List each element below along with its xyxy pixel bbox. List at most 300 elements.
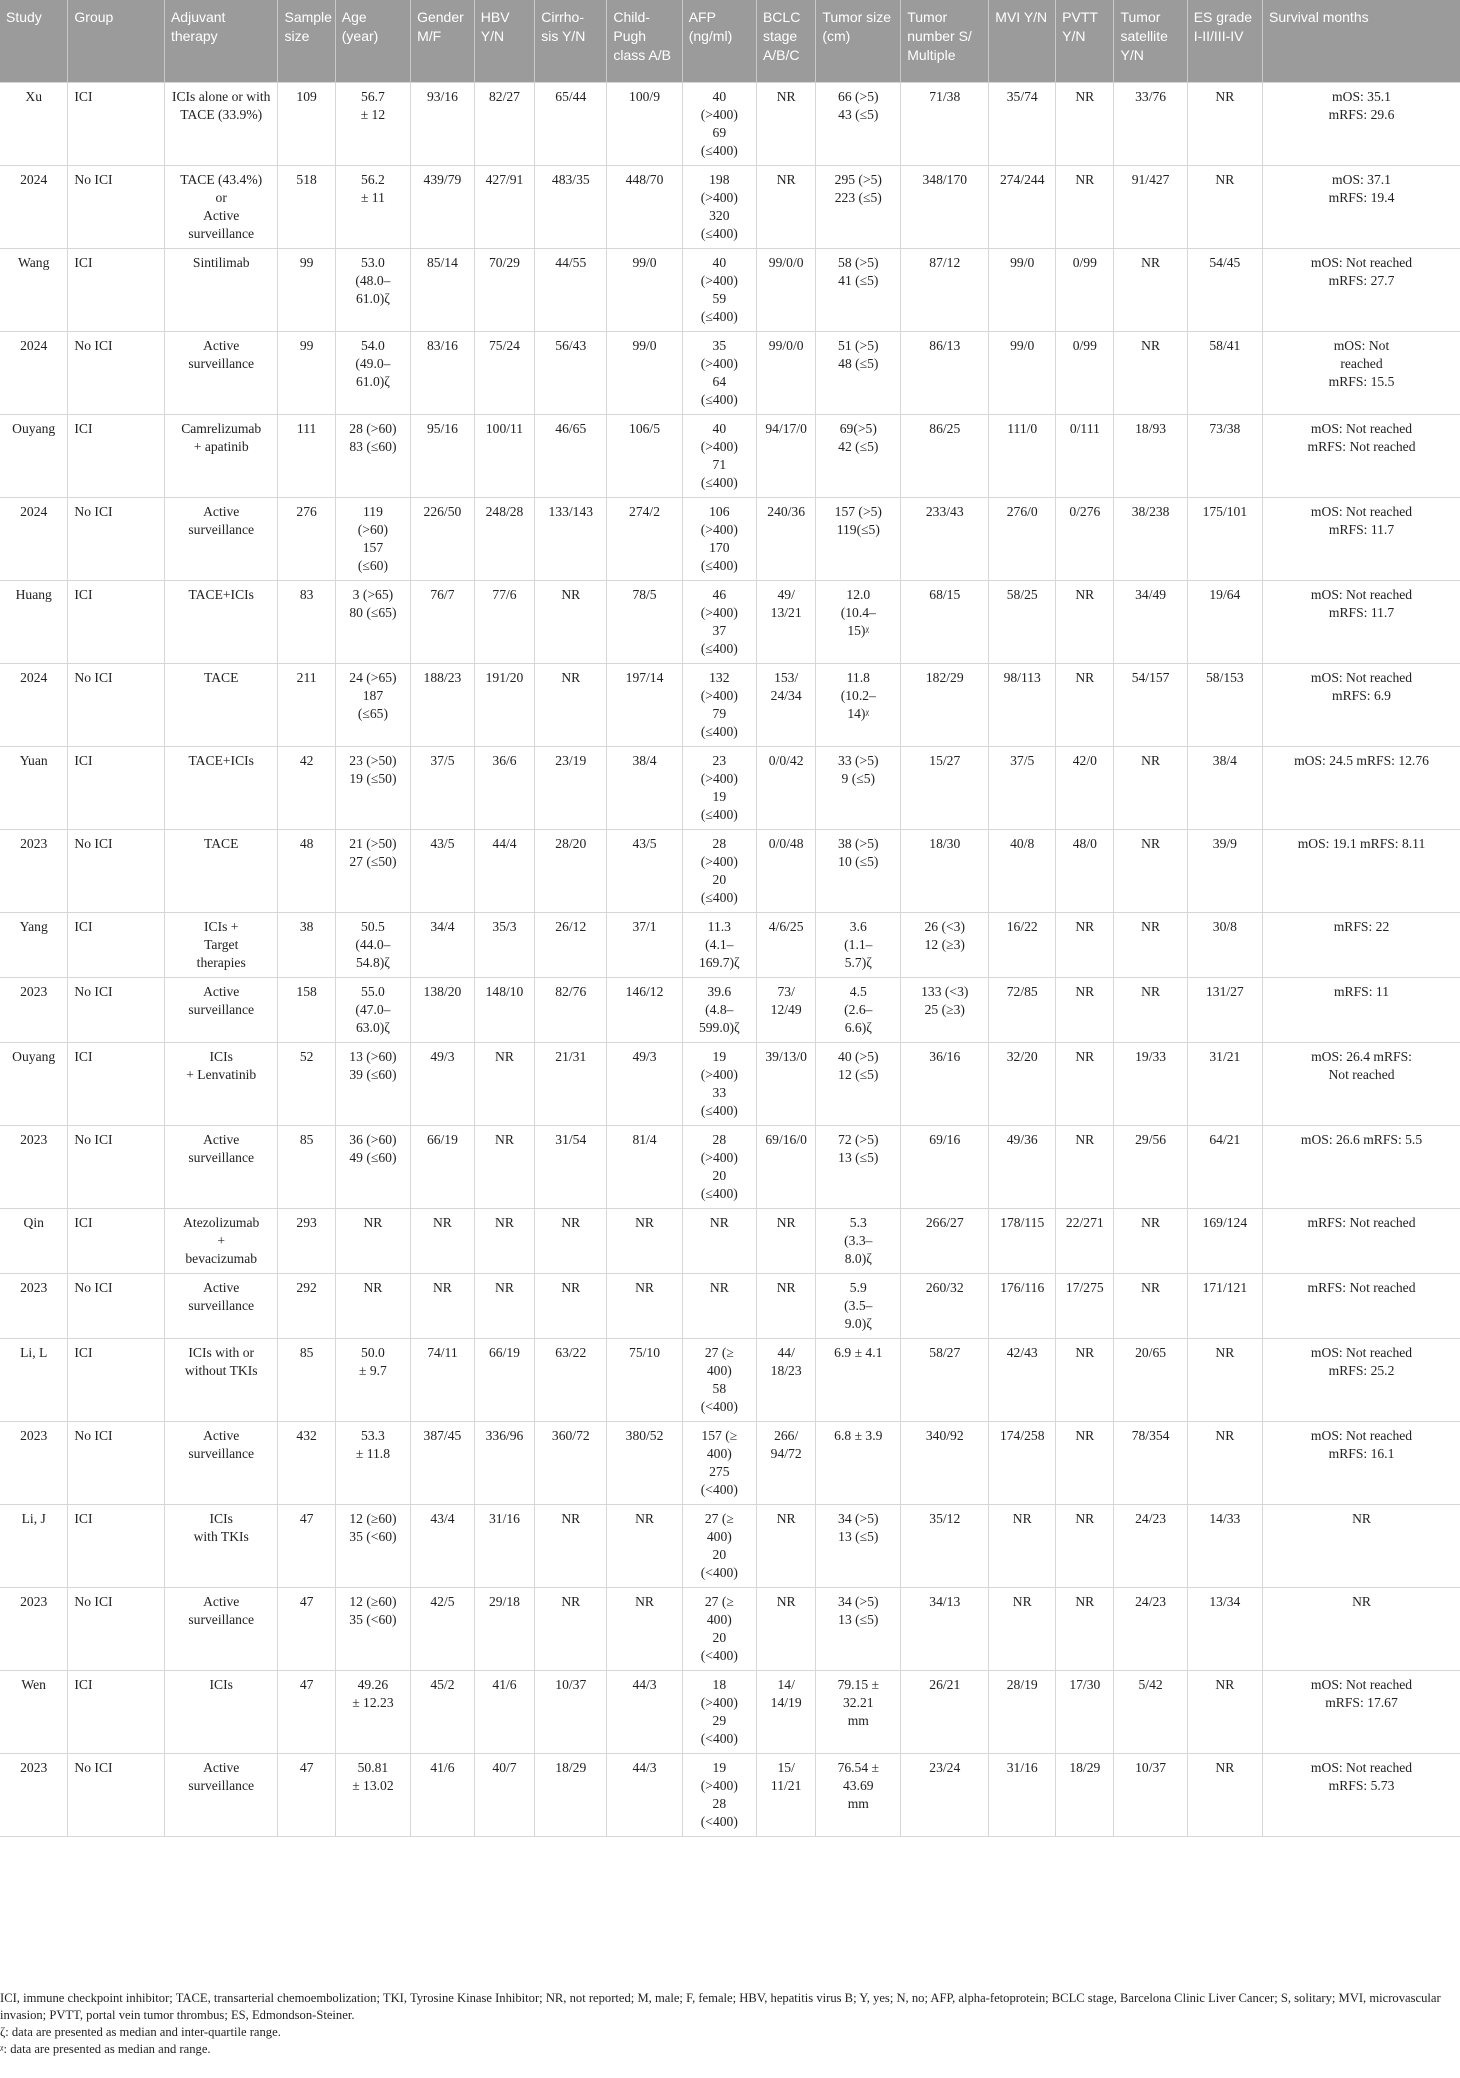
cell-text: 58/27 xyxy=(929,1344,961,1360)
cell-text: 40 (>5) 12 (≤5) xyxy=(838,1048,879,1082)
cell-text: 100/9 xyxy=(629,88,660,104)
cell-text: 64/21 xyxy=(1209,1131,1241,1147)
cell-text: 40 (>400) 69 (≤400) xyxy=(700,88,738,158)
cell-text: 31/54 xyxy=(555,1131,587,1147)
table-cell xyxy=(1056,829,1114,912)
table-cell xyxy=(756,912,815,977)
table-cell xyxy=(68,1208,165,1273)
cell-text: NR xyxy=(561,669,581,685)
table-cell xyxy=(607,497,682,580)
cell-text: 380/52 xyxy=(625,1427,664,1443)
table-cell xyxy=(0,248,68,331)
cell-text: Active surveillance xyxy=(188,983,255,1017)
table-cell xyxy=(816,1504,901,1587)
table-cell xyxy=(682,414,756,497)
table-cell xyxy=(816,977,901,1042)
table-cell xyxy=(989,1753,1056,1836)
table-cell xyxy=(901,663,989,746)
table-cell xyxy=(989,977,1056,1042)
table-cell xyxy=(474,580,534,663)
cell-text: 0/99 xyxy=(1072,337,1097,353)
cell-text: 36/16 xyxy=(929,1048,961,1064)
table-cell xyxy=(68,1587,165,1670)
cell-text: 17/30 xyxy=(1069,1676,1101,1692)
table-cell xyxy=(164,580,278,663)
cell-text: ICI xyxy=(74,1048,93,1064)
table-cell xyxy=(335,165,410,248)
cell-text: NR xyxy=(635,1593,654,1609)
cell-text: NR xyxy=(1075,1593,1095,1609)
table-cell xyxy=(607,912,682,977)
table-cell xyxy=(756,580,815,663)
table-header xyxy=(0,0,1460,82)
cell-text: NR xyxy=(1075,88,1095,104)
table-cell xyxy=(989,663,1056,746)
table-cell xyxy=(682,663,756,746)
cell-text: 3 (>65) 80 (≤65) xyxy=(349,586,397,620)
table-cell xyxy=(816,1753,901,1836)
table-cell xyxy=(1263,1670,1460,1753)
cell-text: 23 (>50) 19 (≤50) xyxy=(349,752,397,786)
table-cell xyxy=(335,1421,410,1504)
table-cell xyxy=(1263,1273,1460,1338)
table-cell xyxy=(1187,82,1262,165)
table-cell xyxy=(607,1125,682,1208)
table-cell xyxy=(1263,414,1460,497)
table-cell xyxy=(335,1670,410,1753)
table-cell xyxy=(901,829,989,912)
table-row xyxy=(0,1338,1460,1421)
table-cell xyxy=(0,1208,68,1273)
table-cell xyxy=(816,1042,901,1125)
cell-text: 47 xyxy=(299,1676,314,1692)
cell-text: 70/29 xyxy=(489,254,520,270)
table-cell xyxy=(68,977,165,1042)
table-cell xyxy=(535,912,607,977)
cell-text: NR xyxy=(1141,983,1161,999)
table-cell xyxy=(682,82,756,165)
cell-text: 42 xyxy=(299,752,314,768)
table-cell xyxy=(682,1670,756,1753)
cell-text: 2023 xyxy=(20,1759,48,1775)
cell-text: 53.0 (48.0– 61.0)ζ xyxy=(355,254,391,306)
table-cell xyxy=(1114,1753,1187,1836)
table-row xyxy=(0,331,1460,414)
cell-text: NR xyxy=(1141,752,1161,768)
table-cell xyxy=(164,1753,278,1836)
cell-text: 18/29 xyxy=(1069,1759,1101,1775)
cell-text: 260/32 xyxy=(925,1279,964,1295)
table-cell xyxy=(682,248,756,331)
cell-text: Yuan xyxy=(19,752,48,768)
table-cell xyxy=(535,1504,607,1587)
table-cell xyxy=(474,1670,534,1753)
table-cell xyxy=(756,331,815,414)
cell-text: 49/36 xyxy=(1006,1131,1038,1147)
column-header: Adjuvant therapy xyxy=(164,0,278,82)
table-cell xyxy=(682,331,756,414)
cell-text: 63/22 xyxy=(555,1344,587,1360)
table-cell xyxy=(411,1504,475,1587)
table-cell xyxy=(68,1504,165,1587)
cell-text: 47 xyxy=(299,1510,314,1526)
table-cell xyxy=(901,331,989,414)
cell-text: 81/4 xyxy=(632,1131,657,1147)
table-cell xyxy=(68,912,165,977)
table-cell xyxy=(1187,1421,1262,1504)
table-cell xyxy=(607,1670,682,1753)
table-cell xyxy=(756,1273,815,1338)
table-cell xyxy=(816,1421,901,1504)
cell-text: NR xyxy=(1075,1131,1095,1147)
table-cell xyxy=(1114,1504,1187,1587)
cell-text: Active surveillance xyxy=(188,1593,255,1627)
table-cell xyxy=(816,165,901,248)
table-cell xyxy=(1187,331,1262,414)
cell-text: ICIs xyxy=(209,1676,233,1692)
table-row xyxy=(0,1273,1460,1338)
cell-text: 99/0/0 xyxy=(768,254,804,270)
cell-text: 50.5 (44.0– 54.8)ζ xyxy=(355,918,391,970)
table-cell xyxy=(164,1338,278,1421)
table-body xyxy=(0,82,1460,1836)
cell-text: 153/ 24/34 xyxy=(770,669,802,703)
table-cell xyxy=(816,829,901,912)
cell-text: NR xyxy=(1075,1427,1095,1443)
cell-text: 13 (>60) 39 (≤60) xyxy=(349,1048,397,1082)
cell-text: 83/16 xyxy=(426,337,458,353)
cell-text: Active surveillance xyxy=(188,1279,255,1313)
table-cell xyxy=(535,977,607,1042)
table-cell xyxy=(0,1504,68,1587)
cell-text: 0/99 xyxy=(1072,254,1097,270)
table-cell xyxy=(756,82,815,165)
table-cell xyxy=(68,497,165,580)
table-cell xyxy=(901,1273,989,1338)
cell-text: 66 (>5) 43 (≤5) xyxy=(838,88,879,122)
cell-text: 18 (>400) 29 (<400) xyxy=(700,1676,738,1746)
cell-text: TACE xyxy=(204,835,239,851)
cell-text: ICIs + Target therapies xyxy=(196,918,246,970)
table-cell xyxy=(411,1753,475,1836)
cell-text: 72/85 xyxy=(1006,983,1038,999)
table-cell xyxy=(607,82,682,165)
cell-text: 36 (>60) 49 (≤60) xyxy=(349,1131,397,1165)
table-cell xyxy=(0,1670,68,1753)
cell-text: 4/6/25 xyxy=(768,918,804,934)
table-cell xyxy=(0,1042,68,1125)
table-cell xyxy=(1263,1338,1460,1421)
table-cell xyxy=(1187,1042,1262,1125)
table-cell xyxy=(756,1042,815,1125)
table-cell xyxy=(607,663,682,746)
cell-text: 132 (>400) 79 (≤400) xyxy=(700,669,738,739)
table-cell xyxy=(1114,497,1187,580)
table-cell xyxy=(1187,1208,1262,1273)
table-row xyxy=(0,912,1460,977)
cell-text: 106/5 xyxy=(629,420,660,436)
table-cell xyxy=(278,82,335,165)
cell-text: 24/23 xyxy=(1135,1510,1167,1526)
table-cell xyxy=(474,1504,534,1587)
table-cell xyxy=(607,248,682,331)
table-cell xyxy=(411,1208,475,1273)
cell-text: 293 xyxy=(296,1214,317,1230)
table-cell xyxy=(164,82,278,165)
cell-text: 56.2 ± 11 xyxy=(360,171,385,205)
table-cell xyxy=(335,746,410,829)
table-cell xyxy=(474,663,534,746)
table-cell xyxy=(682,1273,756,1338)
cell-text: NR xyxy=(561,1279,581,1295)
footnote-line: ζ: data are presented as median and inter-quartile range. xyxy=(0,2025,281,2039)
cell-text: 20/65 xyxy=(1135,1344,1167,1360)
cell-text: 29/18 xyxy=(489,1593,520,1609)
table-cell xyxy=(0,977,68,1042)
cell-text: 2023 xyxy=(20,983,48,999)
cell-text: 85 xyxy=(299,1344,314,1360)
table-cell xyxy=(164,829,278,912)
cell-text: 39.6 (4.8– 599.0)ζ xyxy=(698,983,740,1035)
table-cell xyxy=(535,497,607,580)
cell-text: No ICI xyxy=(74,337,113,353)
table-cell xyxy=(335,1208,410,1273)
cell-text: NR xyxy=(1075,1510,1095,1526)
table-cell xyxy=(0,1338,68,1421)
table-cell xyxy=(1187,1753,1262,1836)
table-cell xyxy=(756,1208,815,1273)
cell-text: NR xyxy=(1215,1676,1235,1692)
cell-text: 45/2 xyxy=(430,1676,455,1692)
cell-text: 34 (>5) 13 (≤5) xyxy=(838,1593,879,1627)
table-cell xyxy=(816,1338,901,1421)
cell-text: 18/30 xyxy=(929,835,961,851)
cell-text: 448/70 xyxy=(625,171,664,187)
cell-text: NR xyxy=(635,1214,654,1230)
table-cell xyxy=(278,1753,335,1836)
table-cell xyxy=(1114,248,1187,331)
cell-text: 17/275 xyxy=(1065,1279,1104,1295)
cell-text: 119 (>60) 157 (≤60) xyxy=(357,503,389,573)
cell-text: 28 (>60) 83 (≤60) xyxy=(349,420,397,454)
cell-text: mOS: 37.1 mRFS: 19.4 xyxy=(1328,171,1395,205)
table-cell xyxy=(607,1587,682,1670)
table-cell xyxy=(1056,1338,1114,1421)
table-cell xyxy=(474,331,534,414)
table-cell xyxy=(756,829,815,912)
table-cell xyxy=(278,165,335,248)
cell-text: 274/2 xyxy=(629,503,660,519)
cell-text: 518 xyxy=(296,171,317,187)
cell-text: 10/37 xyxy=(555,1676,587,1692)
table-cell xyxy=(474,1273,534,1338)
cell-text: 95/16 xyxy=(426,420,458,436)
cell-text: 56.7 ± 12 xyxy=(360,88,386,122)
table-cell xyxy=(989,331,1056,414)
table-cell xyxy=(756,165,815,248)
cell-text: 2023 xyxy=(20,1279,48,1295)
cell-text: ICIs alone or with TACE (33.9%) xyxy=(171,88,271,122)
table-cell xyxy=(278,331,335,414)
cell-text: 43/5 xyxy=(632,835,657,851)
cell-text: 85/14 xyxy=(426,254,458,270)
table-cell xyxy=(1187,1670,1262,1753)
table-cell xyxy=(278,1208,335,1273)
table-cell xyxy=(411,1587,475,1670)
cell-text: 42/5 xyxy=(430,1593,455,1609)
cell-text: No ICI xyxy=(74,1759,113,1775)
cell-text: 69/16 xyxy=(929,1131,961,1147)
table-cell xyxy=(474,1421,534,1504)
cell-text: 49/3 xyxy=(632,1048,657,1064)
cell-text: 44/4 xyxy=(492,835,517,851)
cell-text: 74/11 xyxy=(427,1344,458,1360)
column-header: Gender M/F xyxy=(411,0,475,82)
cell-text: 292 xyxy=(296,1279,317,1295)
table-cell xyxy=(682,829,756,912)
table-cell xyxy=(474,1587,534,1670)
cell-text: ICI xyxy=(74,88,93,104)
cell-text: 48 xyxy=(299,835,314,851)
table-cell xyxy=(474,829,534,912)
cell-text: 21/31 xyxy=(555,1048,587,1064)
cell-text: 43/5 xyxy=(430,835,455,851)
cell-text: 54/157 xyxy=(1131,669,1170,685)
column-header: Age (year) xyxy=(335,0,410,82)
table-cell xyxy=(474,1125,534,1208)
cell-text: 11.8 (10.2– 14)ᵡ xyxy=(840,669,876,721)
table-cell xyxy=(1056,1670,1114,1753)
table-cell xyxy=(989,497,1056,580)
cell-text: 87/12 xyxy=(929,254,961,270)
table-cell xyxy=(816,1208,901,1273)
table-cell xyxy=(474,1208,534,1273)
cell-text: 99/0 xyxy=(632,337,657,353)
cell-text: 28 (>400) 20 (≤400) xyxy=(700,835,738,905)
cell-text: 26/12 xyxy=(555,918,587,934)
cell-text: 36/6 xyxy=(492,752,517,768)
table-cell xyxy=(0,165,68,248)
cell-text: NR xyxy=(561,1510,581,1526)
cell-text: Active surveillance xyxy=(188,337,255,371)
table-cell xyxy=(535,663,607,746)
table-cell xyxy=(1263,1753,1460,1836)
table-cell xyxy=(1114,165,1187,248)
table-cell xyxy=(816,1587,901,1670)
cell-text: mOS: Not reached mRFS: 6.9 xyxy=(1310,669,1413,703)
table-row xyxy=(0,746,1460,829)
cell-text: 109 xyxy=(296,88,317,104)
table-cell xyxy=(278,1587,335,1670)
cell-text: 14/ 14/19 xyxy=(770,1676,802,1710)
table-cell xyxy=(278,829,335,912)
table-cell xyxy=(335,1338,410,1421)
cell-text: 175/101 xyxy=(1202,503,1248,519)
cell-text: 34/13 xyxy=(929,1593,961,1609)
table-cell xyxy=(1187,829,1262,912)
table-cell xyxy=(1263,1421,1460,1504)
table-row xyxy=(0,1208,1460,1273)
column-header: ES grade I-II/III-IV xyxy=(1187,0,1262,82)
table-cell xyxy=(278,977,335,1042)
cell-text: NR xyxy=(1012,1510,1032,1526)
table-cell xyxy=(1114,663,1187,746)
cell-text: 15/ 11/21 xyxy=(770,1759,802,1793)
cell-text: 211 xyxy=(296,669,317,685)
table-cell xyxy=(535,1042,607,1125)
table-cell xyxy=(335,1125,410,1208)
table-cell xyxy=(1263,1208,1460,1273)
cell-text: 51 (>5) 48 (≤5) xyxy=(838,337,879,371)
cell-text: NR xyxy=(1012,1593,1032,1609)
cell-text: 29/56 xyxy=(1135,1131,1167,1147)
table-cell xyxy=(164,1670,278,1753)
cell-text: 276 xyxy=(296,503,317,519)
cell-text: 85 xyxy=(299,1131,314,1147)
cell-text: 439/79 xyxy=(423,171,462,187)
column-header: PVTT Y/N xyxy=(1056,0,1114,82)
table-cell xyxy=(816,414,901,497)
cell-text: NR xyxy=(1075,171,1095,187)
table-cell xyxy=(1187,497,1262,580)
cell-text: mOS: Not reached mRFS: 5.73 xyxy=(1310,1759,1413,1793)
cell-text: 19/33 xyxy=(1135,1048,1167,1064)
table-cell xyxy=(535,829,607,912)
table-cell xyxy=(901,580,989,663)
cell-text: mOS: 26.6 mRFS: 5.5 xyxy=(1300,1131,1423,1147)
table-cell xyxy=(1056,1421,1114,1504)
cell-text: 37/5 xyxy=(430,752,455,768)
table-cell xyxy=(164,1587,278,1670)
table-cell xyxy=(1263,663,1460,746)
table-cell xyxy=(474,165,534,248)
column-header: BCLC stage A/B/C xyxy=(756,0,815,82)
table-cell xyxy=(68,1273,165,1338)
table-cell xyxy=(756,746,815,829)
table-cell xyxy=(1187,1273,1262,1338)
table-cell xyxy=(535,331,607,414)
table-cell xyxy=(901,1753,989,1836)
cell-text: NR xyxy=(1141,835,1161,851)
table-cell xyxy=(816,746,901,829)
cell-text: 111 xyxy=(296,420,317,436)
table-cell xyxy=(411,82,475,165)
cell-text: 16/22 xyxy=(1006,918,1038,934)
cell-text: 91/427 xyxy=(1131,171,1170,187)
cell-text: 49/ 13/21 xyxy=(770,586,802,620)
table-cell xyxy=(411,1421,475,1504)
cell-text: 111/0 xyxy=(1007,420,1038,436)
cell-text: NR xyxy=(495,1048,514,1064)
table-cell xyxy=(901,414,989,497)
table-cell xyxy=(989,1421,1056,1504)
cell-text: 348/170 xyxy=(922,171,968,187)
table-cell xyxy=(278,248,335,331)
table-cell xyxy=(1114,1421,1187,1504)
cell-text: NR xyxy=(1215,1344,1235,1360)
cell-text: 233/43 xyxy=(925,503,964,519)
table-row xyxy=(0,1042,1460,1125)
cell-text: ICI xyxy=(74,1676,93,1692)
cell-text: 39/9 xyxy=(1212,835,1237,851)
table-cell xyxy=(535,1753,607,1836)
table-cell xyxy=(607,829,682,912)
cell-text: No ICI xyxy=(74,983,113,999)
table-cell xyxy=(68,82,165,165)
cell-text: 131/27 xyxy=(1205,983,1244,999)
cell-text: 44/3 xyxy=(632,1676,657,1692)
cell-text: 35/12 xyxy=(929,1510,961,1526)
